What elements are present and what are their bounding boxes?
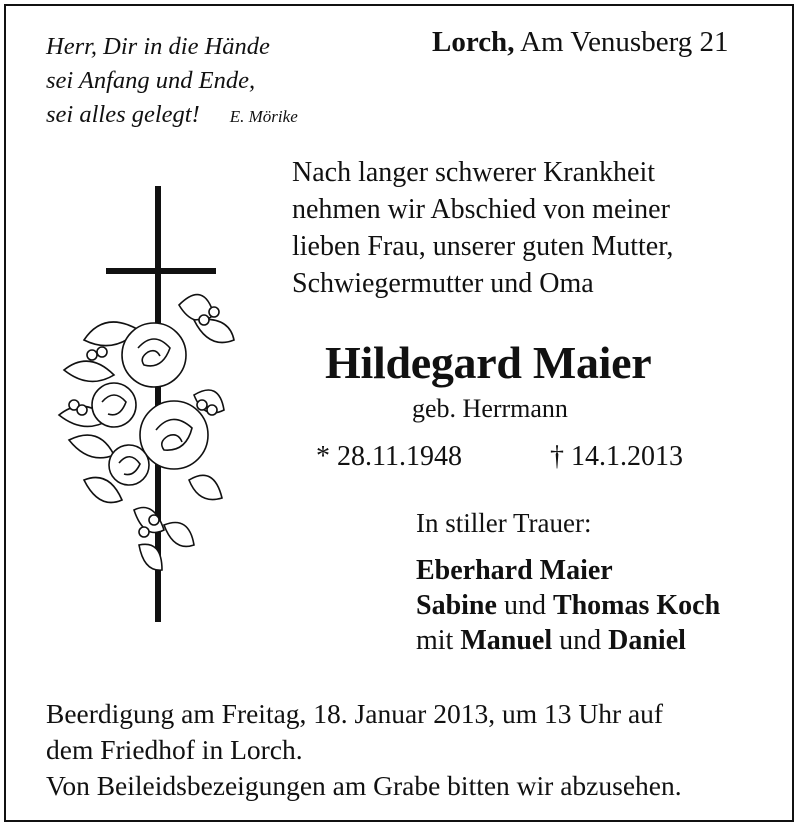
intro-line-1: Nach langer schwerer Krankheit bbox=[292, 157, 656, 188]
footer-line-3: Von Beileidsbezeigungen am Grabe bitten wir abzusehen. bbox=[46, 770, 682, 801]
mourner-line-1 bbox=[416, 553, 720, 588]
mourner-daniel: Daniel bbox=[608, 625, 686, 656]
conjunction-und-2: und bbox=[559, 625, 602, 656]
mourners-list bbox=[416, 553, 720, 658]
footer-line-2: dem Friedhof in Lorch. bbox=[46, 734, 303, 765]
cross-with-roses-icon bbox=[44, 180, 244, 630]
cross-horizontal-bar bbox=[106, 268, 216, 274]
intro-line-4: Schwiegermutter und Oma bbox=[292, 268, 594, 299]
mourner-eberhard: Eberhard Maier bbox=[416, 555, 613, 586]
mourner-line-2 bbox=[416, 588, 720, 623]
verse-line-3-text: sei alles gelegt! bbox=[46, 101, 200, 128]
address-street: Am Venusberg 21 bbox=[520, 26, 729, 58]
word-mit: mit bbox=[416, 625, 454, 656]
rose-spray bbox=[59, 295, 234, 571]
address bbox=[432, 26, 728, 59]
mourner-thomas: Thomas Koch bbox=[552, 590, 721, 621]
deceased-name: Hildegard Maier bbox=[325, 337, 652, 388]
funeral-info bbox=[46, 696, 682, 804]
intro-line-3: lieben Frau, unserer guten Mutter, bbox=[292, 231, 674, 262]
mourner-line-3 bbox=[416, 623, 720, 658]
mourner-manuel: Manuel bbox=[460, 625, 553, 656]
address-city: Lorch, bbox=[432, 26, 515, 58]
footer-line-1: Beerdigung am Freitag, 18. Januar 2013, um 13 Uhr auf bbox=[46, 698, 664, 729]
birth-name: geb. Herrmann bbox=[412, 394, 568, 423]
death-date: † 14.1.2013 bbox=[550, 441, 683, 472]
verse-line-2: sei Anfang und Ende, bbox=[46, 67, 256, 94]
mourner-sabine: Sabine bbox=[416, 590, 497, 621]
verse-line-1: Herr, Dir in die Hände bbox=[46, 33, 270, 60]
verse-line-3 bbox=[46, 98, 298, 134]
conjunction-und-1: und bbox=[503, 590, 546, 621]
verse-block bbox=[46, 30, 298, 134]
verse-author: E. Mörike bbox=[229, 107, 298, 126]
intro-line-2: nehmen wir Abschied von meiner bbox=[292, 194, 670, 225]
intro-text bbox=[292, 154, 673, 302]
birth-date: * 28.11.1948 bbox=[316, 441, 462, 472]
mourning-heading: In stiller Trauer: bbox=[416, 508, 592, 538]
